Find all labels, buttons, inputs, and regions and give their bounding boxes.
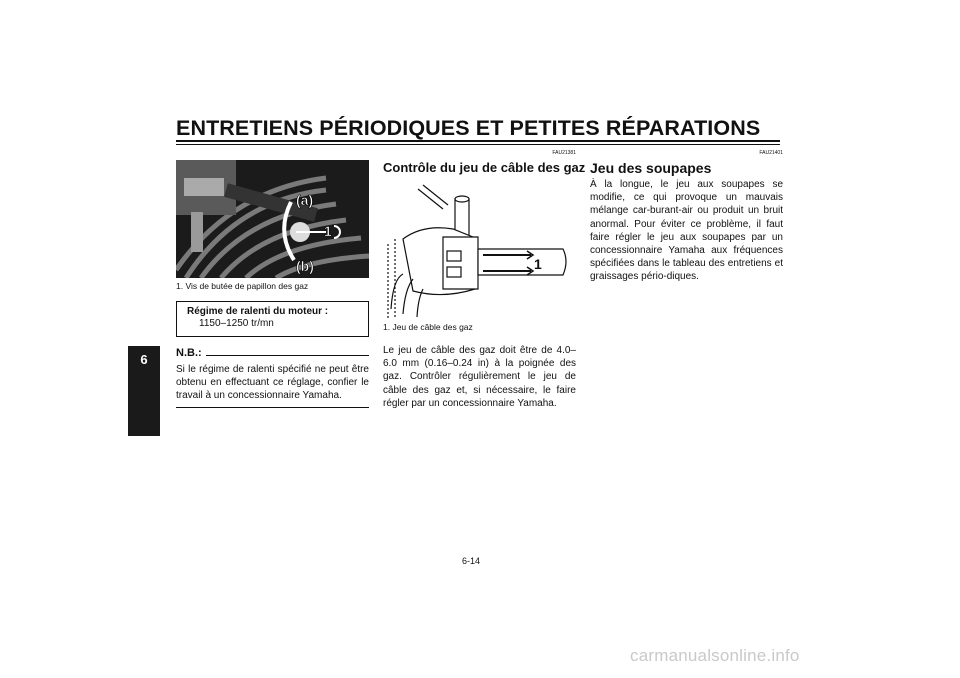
idle-speed-value: 1150–1250 tr/mn <box>199 318 274 329</box>
note-heading: N.B.: <box>176 347 202 359</box>
note-text: Si le régime de ralenti spécifié ne peut être obtenu en effectuant ce réglage, confier le travail à un concessionnaire Yamaha. <box>176 364 369 402</box>
drawing-caption: 1. Jeu de câble des gaz <box>383 322 473 332</box>
photo-label-1: 1 <box>324 223 332 239</box>
photo-caption: 1. Vis de butée de papillon des gaz <box>176 281 309 291</box>
note-bottom-rule <box>176 407 369 408</box>
throttle-grip-drawing <box>383 179 576 319</box>
throttle-stop-screw-photo <box>176 160 369 278</box>
drawing-label-1: 1 <box>534 256 542 272</box>
photo-label-b: (b) <box>296 258 314 274</box>
header-rule <box>176 140 780 142</box>
page-number: 6-14 <box>462 556 481 566</box>
section-body: À la longue, le jeu aux soupapes se modifie, ce qui provoque un mauvais mélange car-burant-air ou produit un bruit anormal. Pour éviter ce problème, il faut faire régler le jeu aux soupapes par un concessionnaire Yamaha aux fréquences spécifiées dans le tableau des entretiens et graissages pério-diques. <box>590 179 783 283</box>
note-header <box>176 347 369 359</box>
section-code: FAU21401 <box>759 150 783 156</box>
page-title: ENTRETIENS PÉRIODIQUES ET PETITES RÉPARATIONS <box>176 116 761 140</box>
section-body: Le jeu de câble des gaz doit être de 4.0–6.0 mm (0.16–0.24 in) à la poignée des gaz. Contrôler régulièrement le jeu de câble des gaz et, si nécessaire, le faire régler par un concessionnaire Yamaha. <box>383 345 576 409</box>
header-rule-thin <box>176 144 780 145</box>
right-column <box>590 150 783 284</box>
grip-illustration <box>383 179 576 319</box>
idle-speed-label: Régime de ralenti du moteur : <box>187 306 329 317</box>
left-column <box>176 150 369 408</box>
section-heading: Jeu des soupapes <box>590 160 712 176</box>
chapter-tab <box>128 346 160 436</box>
section-code: FAU21381 <box>552 150 576 156</box>
photo-label-a: (a) <box>296 192 314 208</box>
note-rule <box>206 355 369 356</box>
chapter-number: 6 <box>140 352 148 367</box>
idle-speed-spec-box <box>176 301 369 337</box>
section-heading: Contrôle du jeu de câble des gaz <box>383 160 586 175</box>
photo-illustration <box>176 160 369 278</box>
source-watermark: carmanualsonline.info <box>630 646 800 665</box>
middle-column <box>383 150 586 410</box>
note-block <box>176 347 369 408</box>
